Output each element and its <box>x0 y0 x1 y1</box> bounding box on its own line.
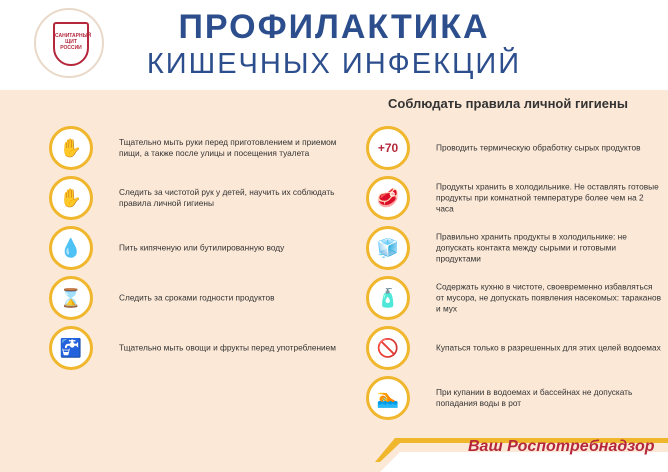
water-bottle-icon: 💧 <box>49 226 93 270</box>
brand-label: Ваш Роспотребнадзор <box>468 438 655 455</box>
title-line-1: ПРОФИЛАКТИКА <box>178 8 490 46</box>
faucet-icon: 🚰 <box>49 326 93 370</box>
title-line-2: КИШЕЧНЫХ ИНФЕКЦИЙ <box>146 48 522 80</box>
hourglass-icon: ⌛ <box>49 276 93 320</box>
fridge-food-icon: 🥩 <box>366 176 410 220</box>
poster: САНИТАРНЫЙ ЩИТ РОССИИ ПРОФИЛАКТИКА КИШЕЧНЫХ ИНФЕКЦИЙ Соблюдать правила личной гигиены ✋ Тщательно мыть руки перед приготовлением и приемом пищи, а также после улицы и посещения туалета ✋ Следить за чистотой рук у детей, научить их соблюдать правила личной гигиены 💧 Пить кипяченую или бутилированную воду ⌛ Следить за сроками годности продуктов 🚰 Тщательно мыть овощи и фрукты перед употреблением +70 Проводить термическую обработку сырых продуктов 🥩 Продукты хранить в холодильнике. Не оставлять готовые продукты при комнатной температуре более чем на 2 часа 🧊 Правильно хранить продукты в холодильнике: не допускать контакта между сырыми и готовыми продуктами 🧴 Содержать кухню в чистоте, своевременно избавляться от мусора, не допускать появления насекомых: тараканов и мух 🚫 Купаться только в разрешенных для этих целей водоемах 🏊 При купании в водоемах и бассейнах не допускать попадания воды в рот Ваш Роспотребнадзор <box>0 0 668 472</box>
cleaning-icon: 🧴 <box>366 276 410 320</box>
swimmer-icon: 🏊 <box>366 376 410 420</box>
fridge-icon: 🧊 <box>366 226 410 270</box>
no-swimming-icon: 🚫 <box>366 326 410 370</box>
subtitle: Соблюдать правила личной гигиены <box>388 96 628 111</box>
wash-hands-icon: ✋ <box>49 126 93 170</box>
child-hands-icon: ✋ <box>49 176 93 220</box>
shield-icon: САНИТАРНЫЙ ЩИТ РОССИИ <box>53 22 89 66</box>
thermometer-icon: +70 <box>366 126 410 170</box>
